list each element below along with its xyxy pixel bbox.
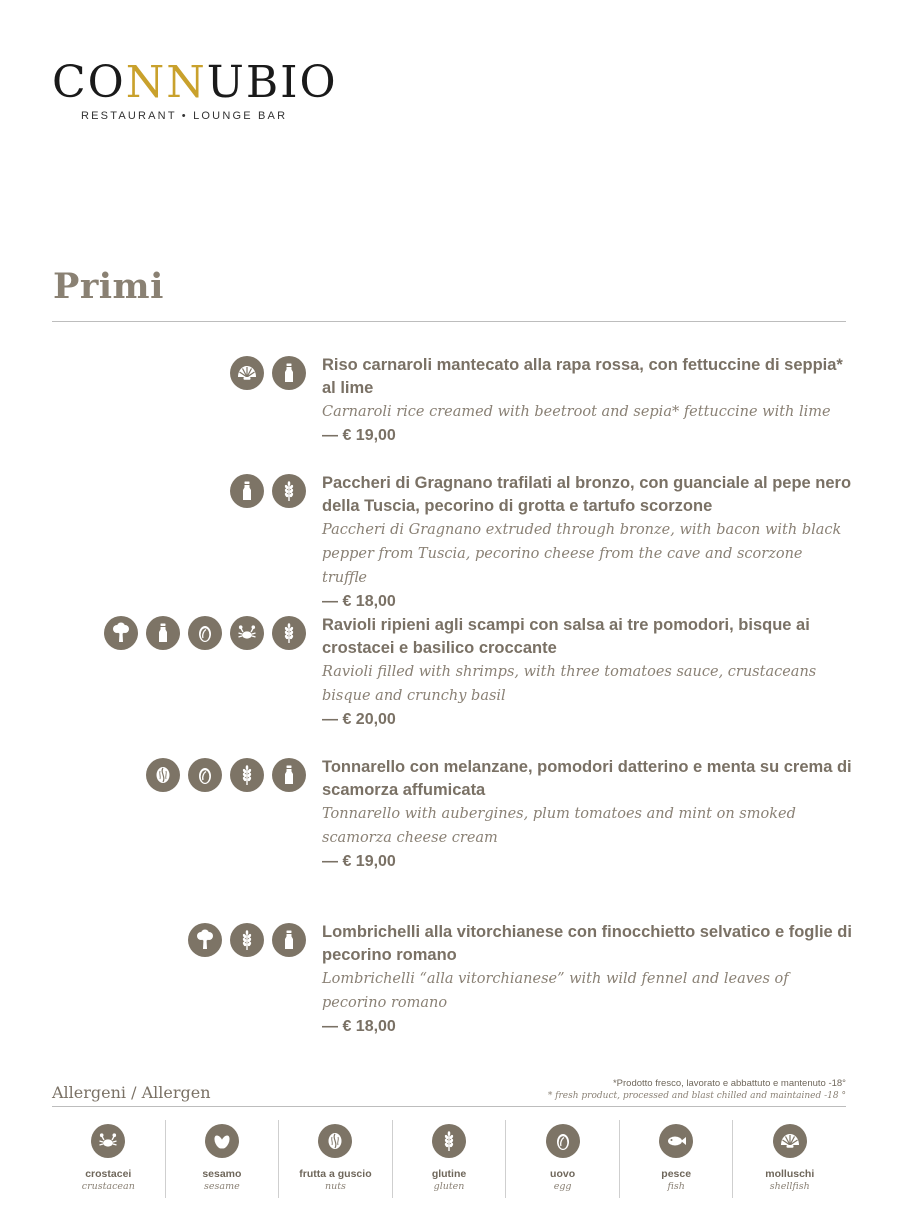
- milk-bottle-icon: [272, 758, 306, 792]
- brand-tagline: RESTAURANT • LOUNGE BAR: [81, 110, 288, 122]
- menu-item-text: [322, 756, 852, 873]
- allergen-icons: [104, 616, 306, 650]
- freshness-footnote: [548, 1077, 846, 1103]
- nut-icon: [146, 758, 180, 792]
- allergen-name-italian: crostacei: [85, 1168, 132, 1180]
- allergen-name-english: crustacean: [81, 1181, 135, 1192]
- celery-icon: [104, 616, 138, 650]
- milk-bottle-icon: [146, 616, 180, 650]
- allergen-name-english: sesame: [204, 1181, 240, 1192]
- allergen-name-english: egg: [553, 1181, 572, 1192]
- dish-name: Tonnarello con melanzane, pomodori datterino e menta su crema di scamorza affumicata: [322, 758, 852, 799]
- allergen-icons: [146, 758, 306, 792]
- allergen-icons: [230, 474, 306, 508]
- dish-price: — € 18,00: [322, 593, 396, 610]
- wheat-icon: [230, 923, 264, 957]
- allergen-name-italian: pesce: [661, 1168, 692, 1180]
- section-title: Primi: [53, 266, 164, 307]
- section-divider: [52, 321, 846, 322]
- dish-name: Ravioli ripieni agli scampi con salsa ai tre pomodori, bisque ai crostacei e basilico croccante: [322, 616, 810, 657]
- dish-description: Lombrichelli “alla vitorchianese” with wild fennel and leaves of pecorino romano: [322, 971, 789, 1011]
- dish-name: Riso carnaroli mantecato alla rapa rossa, con fettuccine di seppia* al lime: [322, 356, 843, 397]
- crab-icon: [91, 1124, 125, 1158]
- sesame-icon: [205, 1124, 239, 1158]
- shell-icon: [773, 1124, 807, 1158]
- dish-description: Tonnarello with aubergines, plum tomatoes and mint on smoked scamorza cheese cream: [322, 806, 796, 846]
- crab-icon: [230, 616, 264, 650]
- legend-divider: [52, 1106, 846, 1107]
- menu-item-text: [322, 472, 852, 613]
- dish-price: — € 20,00: [322, 711, 396, 728]
- allergen-legend: [52, 1120, 846, 1198]
- allergen-legend-title: Allergeni / Allergen: [52, 1083, 211, 1102]
- allergen-legend-item: [505, 1120, 619, 1198]
- wheat-icon: [272, 616, 306, 650]
- allergen-icons: [188, 923, 306, 957]
- nut-icon: [318, 1124, 352, 1158]
- fish-icon: [659, 1124, 693, 1158]
- allergen-name-english: shellfish: [769, 1181, 810, 1192]
- brand-name-accent: NN: [125, 57, 207, 108]
- dish-description: Paccheri di Gragnano extruded through bronze, with bacon with black pepper from Tuscia, pecorino cheese from the cave and scorzone truffle: [322, 522, 842, 586]
- menu-item-text: [322, 614, 852, 731]
- menu-item-text: [322, 921, 852, 1038]
- allergen-legend-item: [165, 1120, 279, 1198]
- allergen-name-italian: molluschi: [765, 1168, 815, 1180]
- allergen-name-italian: frutta a guscio: [299, 1168, 372, 1180]
- shell-icon: [230, 356, 264, 390]
- wheat-icon: [432, 1124, 466, 1158]
- egg-icon: [188, 758, 222, 792]
- dish-name: Lombrichelli alla vitorchianese con finocchietto selvatico e foglie di pecorino romano: [322, 923, 852, 964]
- brand-logo: [52, 57, 338, 122]
- footnote-english: * fresh product, processed and blast chilled and maintained -18 °: [547, 1091, 846, 1101]
- allergen-legend-item: [52, 1120, 165, 1198]
- allergen-name-english: nuts: [324, 1181, 346, 1192]
- allergen-legend-item: [278, 1120, 392, 1198]
- menu-item-text: [322, 354, 852, 447]
- brand-name: [52, 57, 338, 108]
- brand-name-prefix: CO: [52, 57, 126, 108]
- egg-icon: [188, 616, 222, 650]
- allergen-icons: [230, 356, 306, 390]
- allergen-name-english: gluten: [433, 1181, 465, 1192]
- egg-icon: [546, 1124, 580, 1158]
- brand-name-suffix: UBIO: [206, 57, 338, 108]
- allergen-legend-item: [619, 1120, 733, 1198]
- allergen-legend-item: [392, 1120, 506, 1198]
- dish-price: — € 19,00: [322, 427, 396, 444]
- milk-bottle-icon: [272, 356, 306, 390]
- dish-description: Carnaroli rice creamed with beetroot and sepia* fettuccine with lime: [322, 404, 831, 420]
- milk-bottle-icon: [230, 474, 264, 508]
- milk-bottle-icon: [272, 923, 306, 957]
- allergen-legend-item: [732, 1120, 846, 1198]
- dish-price: — € 18,00: [322, 1018, 396, 1035]
- wheat-icon: [272, 474, 306, 508]
- footnote-italian: *Prodotto fresco, lavorato e abbattuto e mantenuto -18°: [612, 1078, 846, 1089]
- celery-icon: [188, 923, 222, 957]
- dish-name: Paccheri di Gragnano trafilati al bronzo, con guanciale al pepe nero della Tuscia, pecorino di grotta e tartufo scorzone: [322, 474, 852, 515]
- dish-price: — € 19,00: [322, 853, 396, 870]
- allergen-name-italian: glutine: [431, 1168, 467, 1180]
- allergen-name-italian: uovo: [550, 1168, 576, 1180]
- wheat-icon: [230, 758, 264, 792]
- allergen-name-english: fish: [667, 1181, 685, 1192]
- allergen-name-italian: sesamo: [202, 1168, 242, 1180]
- dish-description: Ravioli filled with shrimps, with three tomatoes sauce, crustaceans bisque and crunchy basil: [322, 664, 817, 704]
